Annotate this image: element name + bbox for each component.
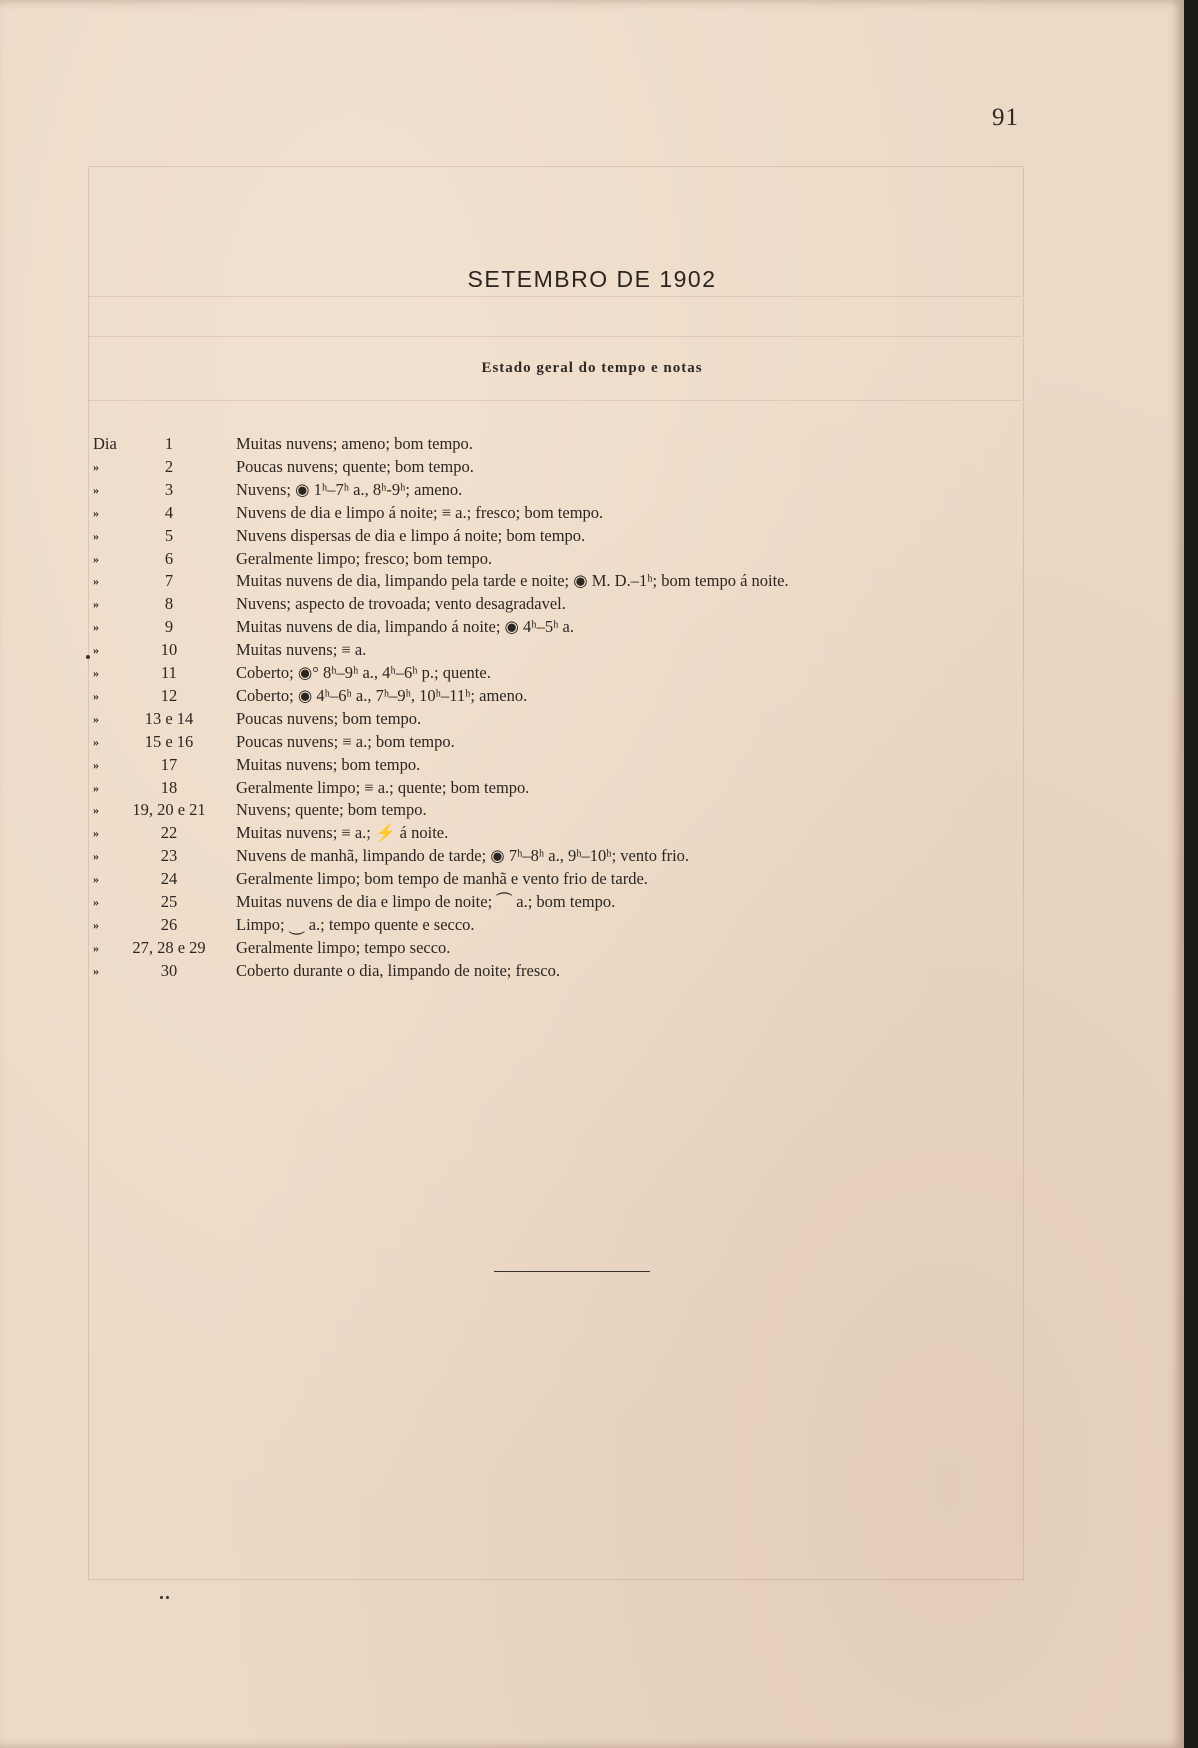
ink-speck [166, 1596, 169, 1599]
page-number: 91 [992, 104, 1019, 131]
weather-note: Coberto; ◉° 8ʰ–9ʰ a., 4ʰ–6ʰ p.; quente. [236, 663, 491, 682]
ditto-marker: » [93, 597, 99, 612]
weather-note: Muitas nuvens; ≡ a.; ⚡ á noite. [236, 823, 449, 843]
day-number: 27, 28 e 29 [132, 937, 206, 957]
bleed-through-line [88, 296, 1022, 297]
ditto-marker: » [93, 757, 99, 772]
day-number: 10 [160, 640, 178, 660]
day-number: 12 [160, 685, 178, 705]
ditto-marker: » [93, 528, 99, 543]
ditto-marker: » [93, 803, 99, 818]
ditto-marker: » [93, 505, 99, 520]
ditto-marker: » [93, 940, 99, 955]
weather-note: Muitas nuvens de dia, limpando pela tarde e noite; ◉ M. D.–1ʰ; bom tempo á noite. [236, 571, 789, 591]
ditto-marker: » [93, 849, 99, 864]
weather-note: Geralmente limpo; tempo secco. [236, 937, 451, 957]
day-number: 5 [164, 525, 174, 545]
day-number: 3 [164, 479, 174, 499]
bleed-through-line [88, 400, 1022, 401]
weather-note: Nuvens; aspecto de trovoada; vento desagradavel. [236, 594, 566, 614]
weather-note: Nuvens de dia e limpo á noite; ≡ a.; fresco; bom tempo. [236, 502, 604, 522]
ditto-marker: » [93, 917, 99, 932]
ditto-marker: » [93, 620, 99, 635]
weather-note: Coberto durante o dia, limpando de noite; fresco. [236, 960, 560, 980]
ditto-marker: » [93, 872, 99, 887]
page-title: SETEMBRO DE 1902 [467, 266, 717, 292]
weather-note: Poucas nuvens; quente; bom tempo. [236, 456, 474, 476]
weather-note: Muitas nuvens; bom tempo. [236, 754, 421, 774]
weather-note: Nuvens; quente; bom tempo. [236, 800, 427, 820]
day-number: 30 [160, 960, 178, 980]
ditto-marker: » [93, 734, 99, 749]
ditto-marker: » [93, 826, 99, 841]
ink-speck [86, 655, 90, 659]
ditto-marker: » [93, 780, 99, 795]
ditto-marker: » [93, 895, 99, 909]
day-number: 19, 20 e 21 [132, 800, 206, 820]
day-number: 15 e 16 [144, 731, 194, 751]
day-number: 1 [164, 434, 174, 453]
weather-note: Geralmente limpo; ≡ a.; quente; bom tempo. [236, 777, 530, 797]
end-rule [494, 1271, 650, 1272]
ink-speck [160, 1596, 163, 1599]
day-number: 11 [161, 663, 177, 682]
day-number: 13 e 14 [144, 708, 194, 728]
day-number: 26 [160, 914, 178, 934]
day-column-label: Dia [93, 434, 117, 453]
day-number: 24 [160, 869, 178, 889]
day-number: 25 [160, 892, 178, 911]
day-number: 2 [164, 456, 174, 476]
ditto-marker: » [93, 482, 99, 497]
weather-note: Poucas nuvens; ≡ a.; bom tempo. [236, 731, 455, 751]
ditto-marker: » [93, 711, 99, 726]
weather-note: Geralmente limpo; bom tempo de manhã e vento frio de tarde. [236, 869, 648, 889]
weather-note: Limpo; ⏝ a.; tempo quente e secco. [236, 914, 475, 934]
weather-note: Nuvens de manhã, limpando de tarde; ◉ 7ʰ–8ʰ a., 9ʰ–10ʰ; vento frio. [236, 846, 690, 866]
day-number: 17 [160, 754, 178, 774]
weather-note: Muitas nuvens de dia, limpando á noite; ◉ 4ʰ–5ʰ a. [236, 617, 574, 637]
ditto-marker: » [93, 666, 99, 680]
weather-note: Poucas nuvens; bom tempo. [236, 708, 422, 728]
ditto-marker: » [93, 643, 99, 658]
ditto-marker: » [93, 963, 99, 978]
day-number: 7 [164, 571, 174, 591]
bleed-through-line [88, 336, 1022, 337]
day-number: 22 [160, 823, 178, 843]
weather-note: Nuvens; ◉ 1ʰ–7ʰ a., 8ʰ-9ʰ; ameno. [236, 479, 463, 499]
weather-note: Geralmente limpo; fresco; bom tempo. [236, 548, 493, 568]
day-number: 4 [164, 502, 174, 522]
day-number: 6 [164, 548, 174, 568]
ditto-marker: » [93, 459, 99, 474]
page-subtitle: Estado geral do tempo e notas [481, 360, 703, 376]
day-number: 8 [164, 594, 174, 614]
weather-note: Muitas nuvens; ameno; bom tempo. [236, 434, 473, 453]
weather-note: Muitas nuvens; ≡ a. [236, 640, 367, 660]
weather-note: Nuvens dispersas de dia e limpo á noite; bom tempo. [236, 525, 586, 545]
day-number: 18 [160, 777, 178, 797]
ditto-marker: » [93, 688, 99, 703]
ditto-marker: » [93, 574, 99, 589]
day-number: 23 [160, 846, 178, 866]
weather-note: Coberto; ◉ 4ʰ–6ʰ a., 7ʰ–9ʰ, 10ʰ–11ʰ; ameno. [236, 685, 528, 705]
ditto-marker: » [93, 551, 99, 566]
weather-note: Muitas nuvens de dia e limpo de noite; ⏜ a.; bom tempo. [236, 892, 616, 911]
day-number: 9 [164, 617, 174, 637]
